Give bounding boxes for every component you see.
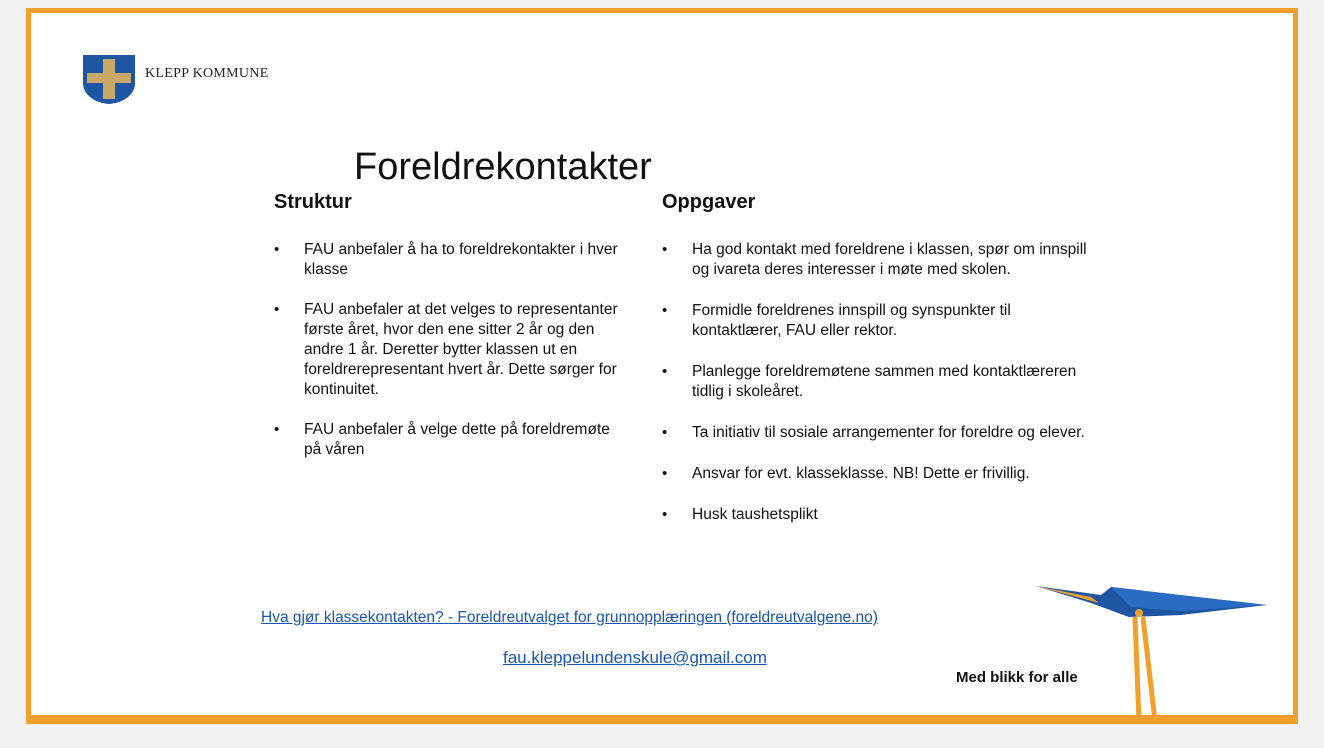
- email-link[interactable]: fau.kleppelundenskule@gmail.com: [503, 648, 767, 667]
- article-link[interactable]: Hva gjør klassekontakten? - Foreldreutvalget for grunnopplæringen (foreldreutvalgene.no): [261, 609, 878, 626]
- oppgaver-heading: Oppgaver: [662, 191, 756, 213]
- slide: [26, 8, 1298, 724]
- coat-of-arms-icon: [81, 53, 137, 105]
- klepp-kommune-logo: [81, 53, 269, 105]
- tagline: Med blikk for alle: [956, 669, 1078, 686]
- list-item: • FAU anbefaler å velge dette på foreldremøte på våren: [274, 420, 624, 460]
- list-item: • Husk taushetsplikt: [662, 505, 1092, 525]
- oppgaver-column: [662, 191, 1092, 546]
- logo-text: KLEPP KOMMUNE: [145, 66, 269, 81]
- oppgaver-list: [662, 240, 1092, 525]
- page-title: Foreldrekontakter: [354, 146, 652, 189]
- struktur-list: [274, 240, 624, 460]
- struktur-column: [274, 191, 624, 480]
- list-item: • Formidle foreldrenes innspill og synspunkter til kontaktlærer, FAU eller rektor.: [662, 301, 1092, 341]
- list-item: • FAU anbefaler at det velges to representanter første året, hvor den ene sitter 2 år og den andre 1 år. Deretter bytter klassen ut en foreldrerepresentant hvert år. Dette sørger for kontinuitet.: [274, 300, 624, 400]
- struktur-heading: Struktur: [274, 191, 352, 213]
- list-item: • FAU anbefaler å ha to foreldrekontakter i hver klasse: [274, 240, 624, 280]
- bird-logo-icon: [1031, 581, 1271, 721]
- list-item: • Ha god kontakt med foreldrene i klassen, spør om innspill og ivareta deres interesser i møte med skolen.: [662, 240, 1092, 280]
- list-item: • Planlegge foreldremøtene sammen med kontaktlæreren tidlig i skoleåret.: [662, 362, 1092, 402]
- list-item: • Ansvar for evt. klasseklasse. NB! Dette er frivillig.: [662, 464, 1092, 484]
- list-item: • Ta initiativ til sosiale arrangementer for foreldre og elever.: [662, 423, 1092, 443]
